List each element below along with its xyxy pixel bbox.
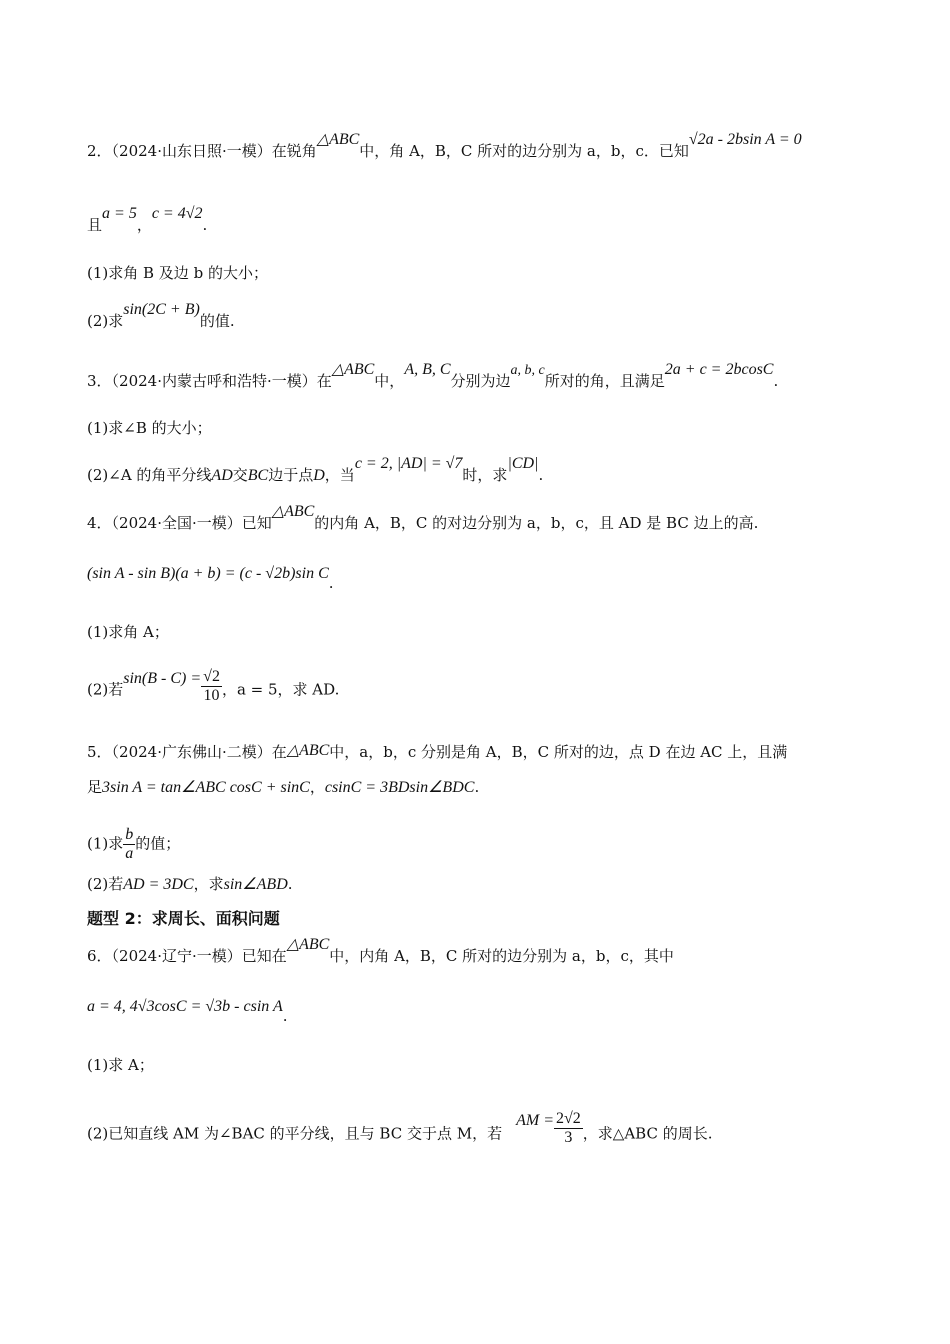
- p5-q1-text: 的值；: [135, 834, 181, 853]
- p6-q2-text: (2)已知直线 AM 为∠BAC 的平分线，且与 BC 交于点 M，若: [87, 1124, 503, 1143]
- p5-triangle: △ABC: [286, 742, 330, 759]
- p4-q2-expr: sin(B - C) =: [123, 669, 202, 687]
- p2-q2-text: (2)求: [87, 312, 124, 330]
- p4-eq: (sin A - sin B)(a + b) = (c - √2b)sin C: [87, 565, 329, 582]
- p5-text: 中，a，b，c 分别是角 A，B，C 所对的边，点 D 在边 AC 上，且满: [329, 743, 788, 761]
- p5-ad-3dc: AD = 3DC: [123, 876, 194, 893]
- problem-3-line-1: [87, 361, 779, 393]
- p2-a-value: a = 5: [102, 205, 137, 222]
- p5-q2-text: .: [287, 875, 293, 893]
- p2-text: ，: [136, 216, 152, 234]
- p3-sides: a, b, c: [510, 363, 545, 378]
- problem-3-question-2: [87, 455, 544, 486]
- p2-text: .: [202, 216, 208, 234]
- problem-2-line-1: [87, 131, 802, 162]
- p2-text: 2．（2024·山东日照·一模）在锐角: [87, 142, 317, 160]
- p2-q2-expr: sin(2C + B): [123, 301, 200, 318]
- problem-5-line-1: [87, 742, 787, 763]
- p4-frac-den: 10: [203, 687, 220, 704]
- problem-6-question-2: [87, 1110, 713, 1153]
- p3-q2-text: 边于点: [268, 466, 314, 484]
- p5-text: ，: [309, 778, 325, 796]
- p3-q2-text: 时，求: [462, 466, 508, 484]
- problem-2-question-1: (1)求角 B 及边 b 的大小；: [87, 264, 268, 282]
- p3-given: c = 2, |AD| = √7: [354, 455, 463, 472]
- p3-bc: BC: [247, 467, 269, 484]
- p6-frac-den: 3: [564, 1129, 573, 1146]
- p3-angles: A, B, C: [404, 361, 451, 378]
- p2-q2-text: 的值.: [199, 312, 235, 330]
- p4-text: 4．（2024·全国·一模）已知: [87, 514, 272, 532]
- p5-text: 5．（2024·广东佛山·二模）在: [87, 743, 287, 761]
- p6-am: AM =: [516, 1111, 554, 1129]
- problem-2-line-2: [87, 205, 208, 236]
- problem-6-question-1: (1)求 A；: [87, 1056, 154, 1074]
- p3-triangle: △ABC: [331, 361, 375, 378]
- p3-q2-text: .: [538, 466, 544, 484]
- p6-eq-dot: .: [282, 1007, 288, 1025]
- p5-text: 足: [87, 778, 103, 796]
- p4-eq-dot: .: [328, 574, 334, 592]
- p3-cd: |CD|: [507, 455, 539, 472]
- p6-frac-num: 2√2: [556, 1110, 581, 1127]
- p5-sin-abd: sin∠ABD: [223, 876, 288, 893]
- p6-fraction: [554, 1110, 583, 1147]
- p4-text: 的内角 A，B，C 的对边分别为 a，b，c，且 AD 是 BC 边上的高.: [314, 514, 759, 532]
- p3-text: 所对的角，且满足: [544, 372, 665, 390]
- problem-4-question-2: [87, 668, 340, 709]
- p3-condition: 2a + c = 2bcosC: [664, 361, 774, 378]
- p2-condition: √2a - 2bsin A = 0: [688, 131, 802, 148]
- p6-eq: a = 4, 4√3cosC = √3b - csin A: [87, 998, 283, 1015]
- p2-text: 中，角 A，B，C 所对的边分别为 a，b，c．已知: [359, 142, 689, 160]
- p2-triangle: △ABC: [316, 131, 360, 148]
- p5-q2-text: (2)若: [87, 875, 124, 893]
- problem-2-question-2: [87, 301, 235, 332]
- p5-fraction: [123, 826, 135, 863]
- p5-text: .: [474, 778, 480, 796]
- p2-c-value: c = 4√2: [151, 205, 203, 222]
- problem-4-equation: [87, 563, 334, 592]
- p5-cond-2: csinC = 3BDsin∠BDC: [324, 779, 475, 796]
- problem-5-question-2: [87, 874, 293, 895]
- p5-cond-1: 3sin A = tan∠ABC cosC + sinC: [102, 779, 310, 796]
- problem-4-question-1: (1)求角 A；: [87, 623, 169, 641]
- p3-text: 中，: [374, 372, 405, 390]
- problem-5-line-2: [87, 777, 479, 798]
- p6-text: 6．（2024·辽宁·一模）已知在: [87, 947, 287, 965]
- p4-triangle: △ABC: [271, 503, 315, 520]
- problem-3-question-1: (1)求∠B 的大小；: [87, 419, 212, 437]
- problem-6-equation: [87, 996, 288, 1025]
- p5-frac-num: b: [125, 826, 134, 843]
- problem-4-line-1: [87, 503, 759, 534]
- p4-fraction: [201, 668, 222, 705]
- p3-d: D: [313, 467, 325, 484]
- p6-triangle: △ABC: [286, 936, 330, 953]
- problem-5-question-1: [87, 826, 180, 863]
- p3-q2-text: 交: [232, 466, 248, 484]
- p4-frac-num: √2: [203, 668, 220, 685]
- p6-q2-text: ，求△ABC 的周长.: [582, 1124, 713, 1143]
- p4-q2-text: (2)若: [87, 680, 124, 699]
- p3-text: 3．（2024·内蒙古呼和浩特·一模）在: [87, 372, 332, 390]
- p2-text: 且: [87, 216, 103, 234]
- p3-q2-text: (2)∠A 的角平分线: [87, 466, 212, 484]
- p3-text: .: [773, 372, 779, 390]
- p5-q1-text: (1)求: [87, 834, 124, 853]
- p4-q2-text: ，a = 5，求 AD.: [221, 680, 340, 699]
- p5-frac-den: a: [125, 845, 134, 862]
- problem-6-line-1: [87, 936, 674, 967]
- p3-q2-text: ，当: [324, 466, 355, 484]
- p3-text: 分别为边: [450, 372, 511, 390]
- section-heading: 题型 2：求周长、面积问题: [87, 909, 280, 928]
- p3-ad: AD: [211, 467, 233, 484]
- p5-q2-text: ，求: [193, 875, 224, 893]
- p6-text: 中，内角 A，B，C 所对的边分别为 a，b，c，其中: [329, 947, 674, 965]
